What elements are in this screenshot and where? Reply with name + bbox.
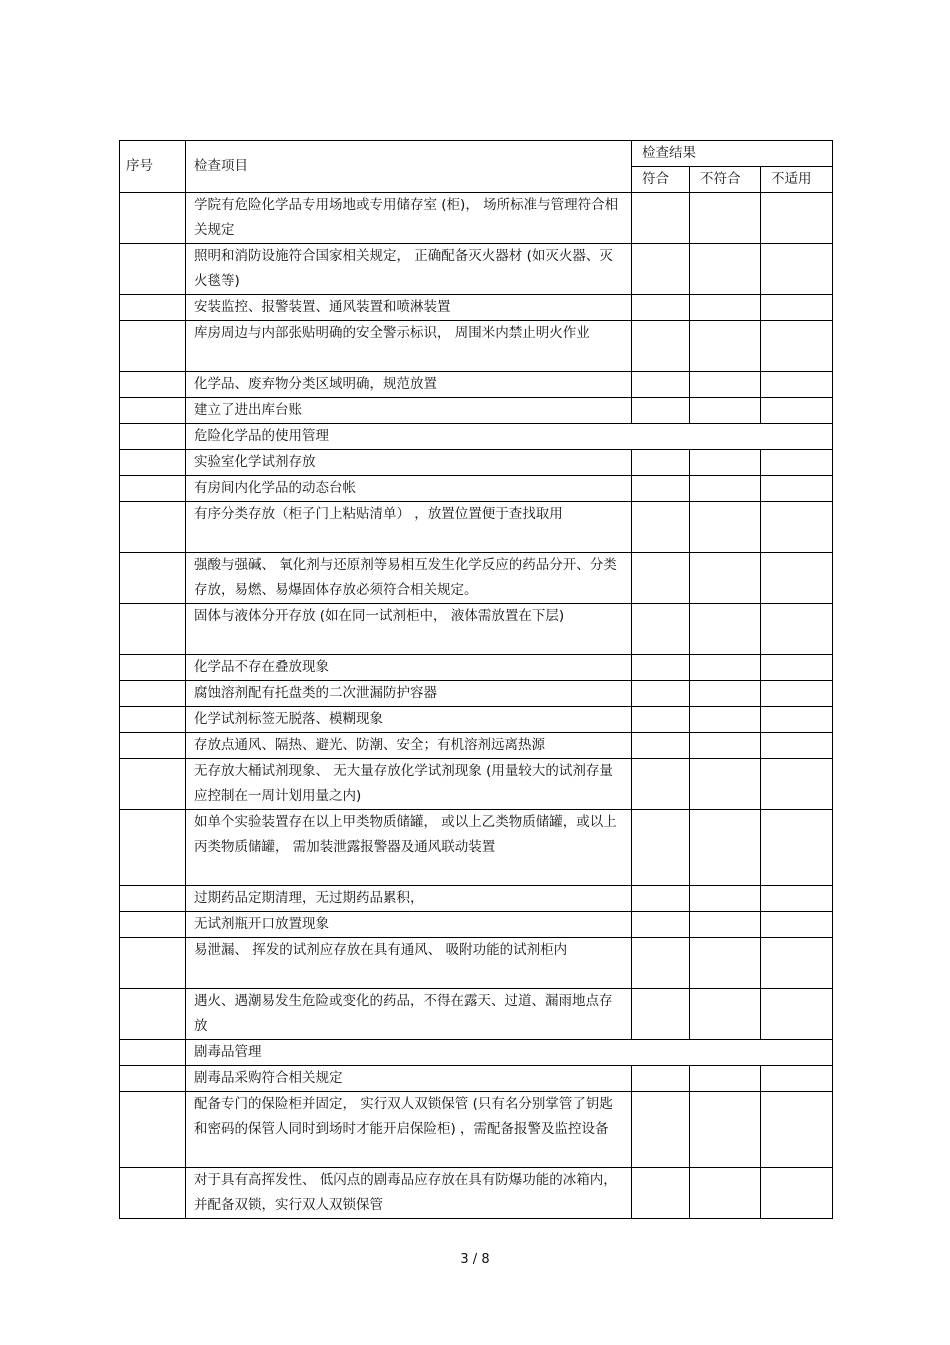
serial-cell: [120, 1040, 186, 1066]
section-title: 剧毒品管理: [186, 1040, 833, 1066]
inspection-table: [119, 140, 833, 1219]
result-fail-cell[interactable]: [690, 938, 761, 989]
result-pass-cell[interactable]: [632, 372, 690, 398]
serial-cell: [120, 655, 186, 681]
result-fail-cell[interactable]: [690, 244, 761, 295]
result-fail-cell[interactable]: [690, 1168, 761, 1219]
check-item-text: 建立了进出库台账: [186, 398, 632, 424]
table-row: [120, 655, 833, 681]
result-na-cell[interactable]: [761, 476, 833, 502]
table-row: [120, 707, 833, 733]
header-not-applicable: 不适用: [761, 167, 833, 193]
result-fail-cell[interactable]: [690, 1066, 761, 1092]
check-item-text: 学院有危险化学品专用场地或专用储存室 (柜)， 场所标准与管理符合相关规定: [186, 193, 632, 244]
result-na-cell[interactable]: [761, 759, 833, 810]
serial-cell: [120, 398, 186, 424]
result-fail-cell[interactable]: [690, 655, 761, 681]
result-na-cell[interactable]: [761, 1066, 833, 1092]
check-item-text: 化学品、废弃物分类区域明确，规范放置: [186, 372, 632, 398]
result-pass-cell[interactable]: [632, 1168, 690, 1219]
serial-cell: [120, 553, 186, 604]
table-row: [120, 476, 833, 502]
result-na-cell[interactable]: [761, 502, 833, 553]
result-pass-cell[interactable]: [632, 193, 690, 244]
result-na-cell[interactable]: [761, 810, 833, 886]
table-row: [120, 733, 833, 759]
serial-cell: [120, 372, 186, 398]
table-row: [120, 681, 833, 707]
serial-cell: [120, 502, 186, 553]
result-pass-cell[interactable]: [632, 1092, 690, 1168]
result-fail-cell[interactable]: [690, 681, 761, 707]
table-row: [120, 938, 833, 989]
result-na-cell[interactable]: [761, 398, 833, 424]
check-item-text: 配备专门的保险柜并固定， 实行双人双锁保管 (只有名分别掌管了钥匙和密码的保管人同时到场时才能开启保险柜) ，需配备报警及监控设备: [186, 1092, 632, 1168]
serial-cell: [120, 424, 186, 450]
result-na-cell[interactable]: [761, 707, 833, 733]
result-na-cell[interactable]: [761, 912, 833, 938]
result-na-cell[interactable]: [761, 733, 833, 759]
result-na-cell[interactable]: [761, 1092, 833, 1168]
check-item-text: 遇火、遇潮易发生危险或变化的药品，不得在露天、过道、漏雨地点存放: [186, 989, 632, 1040]
header-fail: 不符合: [690, 167, 761, 193]
section-title: 危险化学品的使用管理: [186, 424, 833, 450]
result-fail-cell[interactable]: [690, 321, 761, 372]
check-item-text: 固体与液体分开存放 (如在同一试剂柜中， 液体需放置在下层): [186, 604, 632, 655]
table-row: [120, 450, 833, 476]
check-item-text: 易泄漏、 挥发的试剂应存放在具有通风、 吸附功能的试剂柜内: [186, 938, 632, 989]
serial-cell: [120, 707, 186, 733]
table-row: [120, 244, 833, 295]
serial-cell: [120, 1168, 186, 1219]
result-pass-cell[interactable]: [632, 450, 690, 476]
result-na-cell[interactable]: [761, 450, 833, 476]
header-row: [120, 141, 833, 167]
result-fail-cell[interactable]: [690, 810, 761, 886]
result-pass-cell[interactable]: [632, 938, 690, 989]
page-indicator: 3 / 8: [460, 1252, 490, 1267]
serial-cell: [120, 733, 186, 759]
table-row: [120, 1168, 833, 1219]
check-item-text: 库房周边与内部张贴明确的安全警示标识， 周围米内禁止明火作业: [186, 321, 632, 372]
result-pass-cell[interactable]: [632, 681, 690, 707]
result-pass-cell[interactable]: [632, 759, 690, 810]
result-fail-cell[interactable]: [690, 912, 761, 938]
check-item-text: 对于具有高挥发性、 低闪点的剧毒品应存放在具有防爆功能的冰箱内，并配备双锁，实行双人双锁保管: [186, 1168, 632, 1219]
result-na-cell[interactable]: [761, 244, 833, 295]
result-fail-cell[interactable]: [690, 1092, 761, 1168]
table-row: [120, 502, 833, 553]
result-pass-cell[interactable]: [632, 989, 690, 1040]
check-item-text: 如单个实验装置存在以上甲类物质储罐， 或以上乙类物质储罐，或以上丙类物质储罐， 需加装泄露报警器及通风联动装置: [186, 810, 632, 886]
check-item-text: 无试剂瓶开口放置现象: [186, 912, 632, 938]
check-item-text: 实验室化学试剂存放: [186, 450, 632, 476]
table-row: [120, 759, 833, 810]
result-pass-cell[interactable]: [632, 476, 690, 502]
result-pass-cell[interactable]: [632, 912, 690, 938]
check-item-text: 强酸与强碱、 氧化剂与还原剂等易相互发生化学反应的药品分开、分类存放，易燃、易爆固体存放必须符合相关规定。: [186, 553, 632, 604]
serial-cell: [120, 604, 186, 655]
result-na-cell[interactable]: [761, 938, 833, 989]
result-fail-cell[interactable]: [690, 476, 761, 502]
header-pass: 符合: [632, 167, 690, 193]
serial-cell: [120, 810, 186, 886]
serial-cell: [120, 321, 186, 372]
result-pass-cell[interactable]: [632, 244, 690, 295]
result-fail-cell[interactable]: [690, 450, 761, 476]
result-pass-cell[interactable]: [632, 604, 690, 655]
section-row: [120, 424, 833, 450]
table-row: [120, 912, 833, 938]
serial-cell: [120, 450, 186, 476]
serial-cell: [120, 938, 186, 989]
result-na-cell[interactable]: [761, 193, 833, 244]
table-row: [120, 989, 833, 1040]
result-fail-cell[interactable]: [690, 733, 761, 759]
table-row: [120, 886, 833, 912]
check-item-text: 照明和消防设施符合国家相关规定， 正确配备灭火器材 (如灭火器、灭火毯等): [186, 244, 632, 295]
result-fail-cell[interactable]: [690, 553, 761, 604]
result-na-cell[interactable]: [761, 295, 833, 321]
check-item-text: 剧毒品采购符合相关规定: [186, 1066, 632, 1092]
check-item-text: 安装监控、报警装置、通风装置和喷淋装置: [186, 295, 632, 321]
check-item-text: 有序分类存放（柜子门上粘贴清单） ，放置位置便于查找取用: [186, 502, 632, 553]
check-item-text: 腐蚀溶剂配有托盘类的二次泄漏防护容器: [186, 681, 632, 707]
result-na-cell[interactable]: [761, 321, 833, 372]
result-na-cell[interactable]: [761, 655, 833, 681]
table-row: [120, 321, 833, 372]
result-na-cell[interactable]: [761, 604, 833, 655]
result-pass-cell[interactable]: [632, 810, 690, 886]
result-fail-cell[interactable]: [690, 502, 761, 553]
serial-cell: [120, 193, 186, 244]
result-na-cell[interactable]: [761, 372, 833, 398]
check-item-text: 过期药品定期清理，无过期药品累积，: [186, 886, 632, 912]
table-row: [120, 193, 833, 244]
header-check-item: 检查项目: [186, 141, 632, 193]
result-pass-cell[interactable]: [632, 295, 690, 321]
result-pass-cell[interactable]: [632, 655, 690, 681]
result-na-cell[interactable]: [761, 1168, 833, 1219]
result-fail-cell[interactable]: [690, 398, 761, 424]
result-fail-cell[interactable]: [690, 295, 761, 321]
check-item-text: 化学品不存在叠放现象: [186, 655, 632, 681]
serial-cell: [120, 886, 186, 912]
result-fail-cell[interactable]: [690, 193, 761, 244]
serial-cell: [120, 989, 186, 1040]
table-row: [120, 810, 833, 886]
section-row: [120, 1040, 833, 1066]
result-pass-cell[interactable]: [632, 321, 690, 372]
result-pass-cell[interactable]: [632, 886, 690, 912]
result-fail-cell[interactable]: [690, 707, 761, 733]
header-serial-number: 序号: [120, 141, 186, 193]
result-fail-cell[interactable]: [690, 604, 761, 655]
table-row: [120, 1092, 833, 1168]
result-fail-cell[interactable]: [690, 759, 761, 810]
check-item-text: 无存放大桶试剂现象、 无大量存放化学试剂现象 (用量较大的试剂存量应控制在一周计划用量之内): [186, 759, 632, 810]
result-na-cell[interactable]: [761, 681, 833, 707]
serial-cell: [120, 295, 186, 321]
table-row: [120, 372, 833, 398]
result-fail-cell[interactable]: [690, 372, 761, 398]
serial-cell: [120, 244, 186, 295]
serial-cell: [120, 681, 186, 707]
table-row: [120, 398, 833, 424]
result-pass-cell[interactable]: [632, 502, 690, 553]
serial-cell: [120, 1066, 186, 1092]
result-na-cell[interactable]: [761, 886, 833, 912]
check-item-text: 存放点通风、隔热、避光、防潮、安全；有机溶剂远离热源: [186, 733, 632, 759]
check-item-text: 有房间内化学品的动态台帐: [186, 476, 632, 502]
result-fail-cell[interactable]: [690, 886, 761, 912]
table-row: [120, 604, 833, 655]
table-row: [120, 295, 833, 321]
serial-cell: [120, 1092, 186, 1168]
table-row: [120, 553, 833, 604]
serial-cell: [120, 476, 186, 502]
serial-cell: [120, 912, 186, 938]
result-fail-cell[interactable]: [690, 989, 761, 1040]
result-pass-cell[interactable]: [632, 1066, 690, 1092]
result-na-cell[interactable]: [761, 553, 833, 604]
result-na-cell[interactable]: [761, 989, 833, 1040]
result-pass-cell[interactable]: [632, 398, 690, 424]
result-pass-cell[interactable]: [632, 553, 690, 604]
check-item-text: 化学试剂标签无脱落、模糊现象: [186, 707, 632, 733]
serial-cell: [120, 759, 186, 810]
table-row: [120, 1066, 833, 1092]
header-check-result: 检查结果: [632, 141, 833, 167]
result-pass-cell[interactable]: [632, 733, 690, 759]
result-pass-cell[interactable]: [632, 707, 690, 733]
